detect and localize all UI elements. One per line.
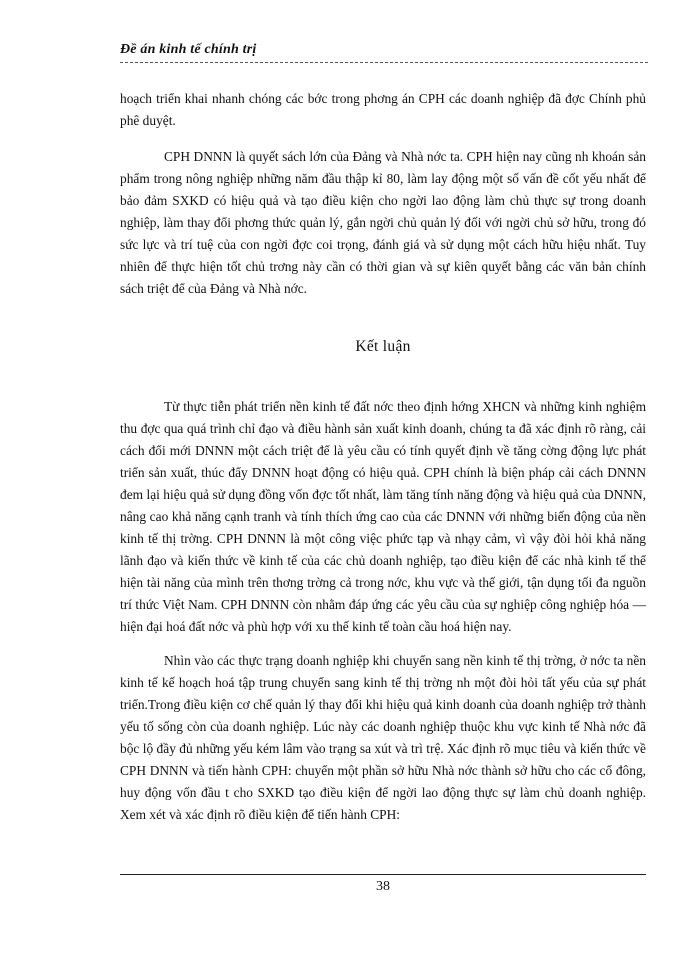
paragraph-1: CPH DNNN là quyết sách lớn của Đảng và Nhà nớc ta. CPH hiện nay cũng nh khoán sản phẩm trong nông nghiệp những năm đầu thập kỉ 80, làm lay động một số vấn đề cốt yếu nhất để bảo đảm SXKD có hiệu quả và tạo điều kiện cho ngời lao động làm chủ thực sự trong doanh nghiệp, làm thay đổi phơng thức quản lý, gắn ngời chủ quản lý đối với ngời chủ sở hữu, trong đó sức lực và trí tuệ của con ngời đợc coi trọng, đánh giá và sử dụng một cách hữu hiệu nhất. Tuy nhiên để thực hiện tốt chủ trơng này cần có thời gian và sự kiên quyết bằng các văn bản chính sách triệt để của Đảng và Nhà nớc. (120, 149, 646, 296)
paragraph-continued: hoạch triển khai nhanh chóng các bớc trong phơng án CPH các doanh nghiệp đã đợc Chính phủ phê duyệt. (120, 91, 646, 128)
header-divider (120, 62, 648, 63)
document-body (120, 88, 646, 826)
paragraph-2: Từ thực tiễn phát triển nền kinh tế đất nớc theo định hớng XHCN và những kinh nghiệm thu đợc qua quá trình chỉ đạo và điều hành sản xuất kinh doanh, chúng ta đã xác định rõ ràng, cải cách đổi mới DNNN một cách triệt để là yêu cầu có tính quyết định về tăng cờng động lực phát triển sản xuất, thúc đẩy DNNN hoạt động có hiệu quả. CPH chính là biện pháp cải cách DNNN đem lại hiệu quả sử dụng đồng vốn đợc tốt nhất, làm tăng tính năng động và hiệu quả của DNNN, nâng cao khả năng cạnh tranh và tính thích ứng cao của các DNNN với những biến động của nền kinh tế thị trờng. CPH DNNN là một công việc phức tạp và nhạy cảm, vì vậy đòi hỏi khả năng lãnh đạo và kiến thức về kinh tế của các chủ doanh nghiệp, tạo điều kiện để các nhà kinh tế thể hiện tài năng của mình trên thơng trờng cả trong nớc, khu vực và thế giới, tận dụng tối đa nguồn trí thức Việt Nam. CPH DNNN còn nhằm đáp ứng các yêu cầu của sự nghiệp công nghiệp hóa — hiện đại hoá đất nớc và phù hợp với xu thế kinh tế toàn cầu hoá hiện nay. (120, 399, 646, 634)
header-title: Đề án kinh tế chính trị (120, 42, 257, 57)
page-footer (120, 874, 646, 895)
section-heading: Kết luận (355, 338, 411, 355)
page-header (120, 42, 648, 63)
page-number: 38 (376, 879, 390, 894)
paragraph-3: Nhìn vào các thực trạng doanh nghiệp khi chuyển sang nền kinh tế thị trờng, ở nớc ta nền kinh tế kế hoạch hoá tập trung chuyển sang kinh tế thị trờng nh một đòi hỏi tất yếu của sự phát triển.Trong điều kiện cơ chế quản lý thay đổi khi hiệu quả kinh doanh của doanh nghiệp trở thành yếu tố sống còn của doanh nghiệp. Lúc này các doanh nghiệp thuộc khu vực kinh tế Nhà nớc đã bộc lộ đầy đủ những yếu kém lâm vào trạng sa xút và trì trệ. Xác định rõ mục tiêu và kiến thức về CPH DNNN và tiến hành CPH: chuyển một phần sở hữu Nhà nớc thành sở hữu cho các cổ đông, huy động vốn đầu t cho SXKD tạo điều kiện để ngời lao động thực sự làm chủ doanh nghiệp. Xem xét và xác định rõ điều kiện để tiến hành CPH: (120, 653, 646, 822)
footer-divider (120, 874, 646, 875)
